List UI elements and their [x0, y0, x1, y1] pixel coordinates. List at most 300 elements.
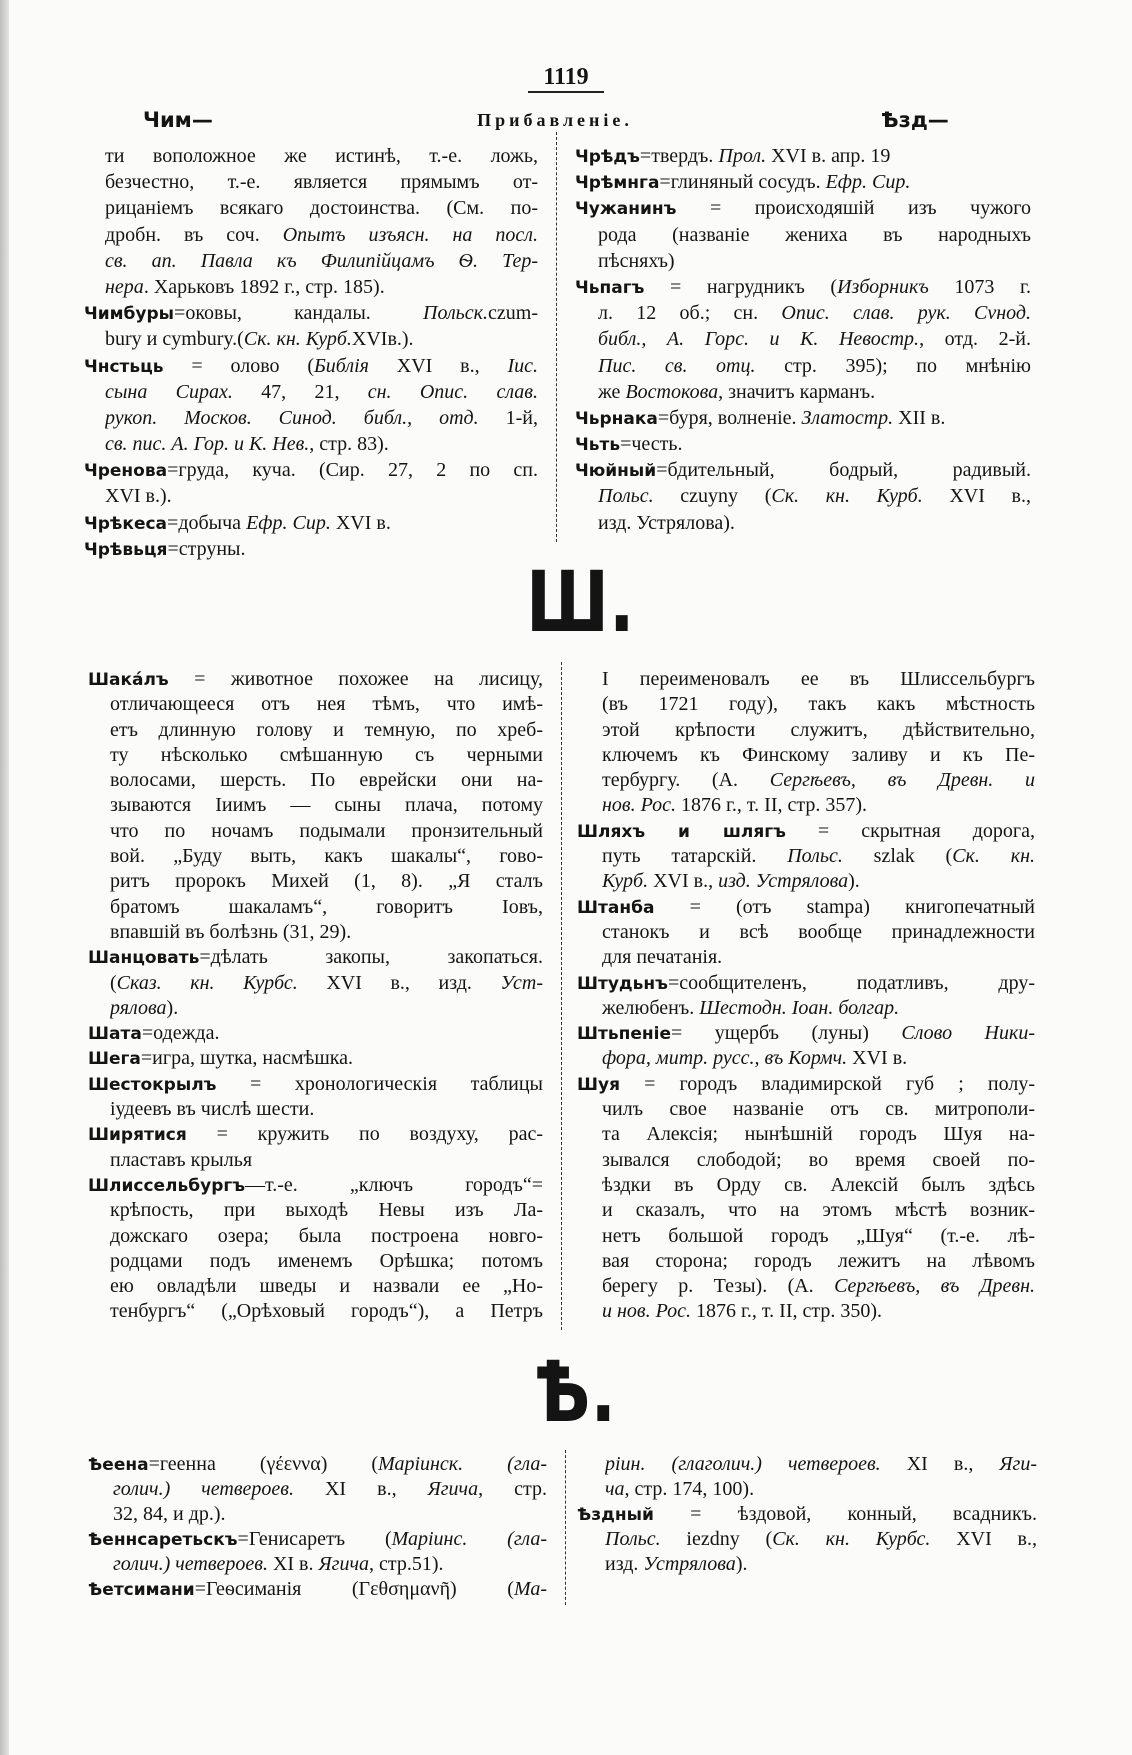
entry-line — [88, 1452, 547, 1477]
entry-line — [598, 222, 1031, 248]
italic-reference: Маріинск. (гла- — [378, 1453, 547, 1475]
definition-text: =честь. — [620, 433, 683, 456]
italic-reference: Ск. кн. Курб. — [243, 328, 352, 351]
headword: Шлиссельбургъ — [88, 1175, 246, 1196]
entry-line — [88, 1021, 543, 1046]
definition-text: впавшій въ болѣзнь (31, 29). — [110, 920, 352, 943]
definition-text: путь татарскій. — [602, 845, 788, 868]
headword: Ѣетсимани — [88, 1580, 195, 1600]
entry-line — [602, 1198, 1035, 1223]
definition-text: вой. „Буду выть, какъ шакалы“, гово- — [110, 845, 543, 868]
entry-line — [605, 1477, 1037, 1502]
entry-line — [602, 996, 1035, 1021]
running-head-left: Чим— — [143, 108, 213, 132]
running-head-right: Ѣзд— — [881, 108, 949, 132]
running-head-center: Прибавленіе. — [477, 110, 633, 130]
definition-text: крѣпость, при выходѣ Невы изъ Ла- — [110, 1199, 543, 1222]
entry-line — [110, 743, 543, 768]
headword: Шестокрылъ — [88, 1074, 217, 1095]
entry-line — [84, 510, 538, 536]
definition-text: етъ длинную голову и темную, по хреб- — [110, 718, 543, 741]
definition-text: ритъ пророкъ Михей (1, 8). „Я сталъ — [110, 870, 543, 893]
definition-text: = олово ( — [163, 354, 314, 377]
entry-line — [598, 353, 1031, 379]
entry-line — [105, 379, 538, 405]
definition-text: =глиняный сосудъ. — [659, 171, 826, 194]
definition-text: XI в. — [267, 1553, 319, 1575]
definition-text: = хронологическія таблицы — [216, 1072, 543, 1095]
italic-reference: Курб. — [602, 870, 649, 893]
headword: Ѣздный — [577, 1505, 654, 1525]
entry-line — [602, 869, 1035, 894]
entry-line — [105, 195, 538, 221]
italic-reference: Ефр. Сир. — [825, 171, 911, 194]
definition-text: XI в., — [880, 1453, 1000, 1475]
definition-text: этой крѣпости служитъ, дѣйствительно, — [602, 718, 1035, 741]
entry-line — [105, 405, 538, 431]
column-divider — [565, 1450, 566, 1605]
definition-text: зываются Іиимъ — сыны плача, потому — [110, 794, 543, 817]
italic-reference: Ягича — [427, 1478, 479, 1500]
column-right — [577, 667, 1035, 1325]
dictionary-entry — [577, 971, 1035, 1022]
definition-text: = городъ владимирской губ ; полу- — [620, 1072, 1035, 1095]
definition-text: =Геѳсиманія (Γεθσημανῆ) ( — [194, 1578, 514, 1600]
column-left — [88, 667, 543, 1325]
entry-line — [113, 1552, 547, 1577]
entry-line — [602, 768, 1035, 793]
entry-line — [105, 483, 538, 509]
entry-line — [110, 920, 543, 945]
headword: Чюйный — [575, 461, 657, 482]
definition-text: ти воположное же истинѣ, т.-е. ложь, — [105, 145, 538, 167]
definition-text: изд. Устрялова). — [598, 511, 735, 534]
entry-line — [88, 667, 543, 692]
entry-line — [110, 692, 543, 717]
definition-text: ею овладѣли шведы и назвали ее „Но- — [110, 1275, 543, 1298]
definition-text: берегу р. Тезы). (А. — [602, 1275, 835, 1298]
definition-text: XVI в., — [648, 870, 719, 893]
headword: Штьпеніе — [577, 1024, 671, 1045]
headword: Чрѣкеса — [84, 513, 168, 534]
dictionary-entry — [84, 143, 538, 300]
headword: Ѣеена — [88, 1455, 149, 1475]
dictionary-entry — [577, 1072, 1035, 1325]
italic-reference: Ягича — [318, 1553, 369, 1575]
dictionary-entry — [88, 1527, 547, 1577]
entry-line — [602, 1173, 1035, 1198]
dictionary-entry — [88, 945, 543, 1021]
entry-line — [577, 1072, 1035, 1097]
entry-line — [110, 1097, 543, 1122]
entry-line — [105, 169, 538, 195]
definition-text: 47, 21, — [232, 380, 368, 403]
entry-line — [88, 1072, 543, 1097]
entry-line — [105, 431, 538, 457]
definition-text: =геенна (γέεννα) ( — [148, 1453, 379, 1475]
entry-line — [602, 1148, 1035, 1173]
definition-text: XI в., — [293, 1478, 428, 1500]
dictionary-entry — [577, 1502, 1037, 1577]
entry-line — [602, 1224, 1035, 1249]
definition-text: = животное похожее на лисицу, — [168, 668, 543, 690]
entry-line — [598, 326, 1031, 352]
definition-text: =струны. — [167, 537, 246, 560]
italic-reference: Польс. — [598, 485, 654, 508]
entry-line — [577, 971, 1035, 996]
dictionary-entry — [575, 195, 1031, 274]
column-divider — [561, 662, 562, 1330]
entry-line — [88, 1046, 543, 1071]
entry-line — [110, 1224, 543, 1249]
definition-text: XVI в., изд. — [297, 971, 501, 994]
entry-line — [84, 536, 538, 562]
italic-reference: Прол. — [718, 145, 767, 167]
entry-line — [602, 1046, 1035, 1071]
italic-reference: св. пис. А. Гор. и К. Нев. — [105, 433, 310, 456]
entry-line — [110, 1274, 543, 1299]
headword: Штанба — [577, 897, 655, 918]
definition-text: =игра, шутка, насмѣшка. — [140, 1047, 354, 1070]
entry-line — [575, 457, 1031, 483]
headword: Чрѣвьця — [84, 539, 168, 560]
entry-line — [84, 300, 538, 326]
definition-text: = ущербъ (луны) — [670, 1022, 902, 1045]
entry-line — [602, 920, 1035, 945]
definition-text: = кружить по воздуху, рас- — [186, 1123, 543, 1146]
dictionary-entry — [575, 143, 1031, 169]
italic-reference: Ма- — [513, 1578, 547, 1600]
italic-reference: Пис. св. отц. — [598, 354, 756, 377]
definition-text: родцами подъ именемъ Орѣшка; потомъ — [110, 1249, 543, 1272]
entry-line — [605, 1452, 1037, 1477]
entry-line — [110, 844, 543, 869]
entry-line — [575, 405, 1031, 431]
definition-text: =твердъ. — [639, 145, 719, 167]
entry-line — [577, 1021, 1035, 1046]
headword: Чрѣдъ — [575, 147, 640, 167]
dictionary-entry — [84, 300, 538, 352]
headword: Шега — [88, 1049, 141, 1070]
italic-reference: Ефр. Сир. — [246, 511, 331, 534]
section-letter-yat: Ѣ. — [534, 1343, 616, 1441]
italic-reference: Польск. — [423, 302, 489, 325]
definition-text: =груда, куча. (Сир. 27, 2 по сп. — [167, 459, 538, 482]
definition-text: ). — [735, 1553, 748, 1575]
entry-line — [602, 743, 1035, 768]
entry-line — [598, 248, 1031, 274]
definition-text: = ѣздовой, конный, всадникъ. — [653, 1503, 1037, 1525]
definition-text: тенбургъ“ („Орѣховый городъ“), а Петръ — [110, 1300, 543, 1323]
definition-text: 32, 84, и др.). — [113, 1503, 226, 1525]
definition-text: , стр. 174, 100). — [624, 1478, 755, 1500]
headword: Ѣеннсаретьскъ — [88, 1530, 238, 1550]
entry-line — [575, 143, 1031, 169]
entry-line — [602, 1299, 1035, 1324]
italic-reference: св. ап. Павла къ Филипійцамъ Ѳ. Тер- — [105, 249, 538, 272]
definition-text: іудеевъ въ числѣ шести. — [110, 1098, 315, 1121]
entry-line — [84, 457, 538, 483]
definition-text: XVI в., — [922, 485, 1031, 508]
definition-text: =добыча — [167, 511, 247, 534]
entry-line — [602, 1097, 1035, 1122]
definition-text: вая сторона; городъ лежитъ на лѣвомъ — [602, 1249, 1035, 1272]
definition-text: ключемъ къ Финскому заливу и къ Пе- — [602, 743, 1035, 766]
definition-text: XVI в., — [930, 1528, 1037, 1550]
scan-edge — [0, 0, 9, 1755]
entry-line — [602, 667, 1035, 692]
entry-line — [110, 768, 543, 793]
dictionary-entry — [84, 353, 538, 458]
definition-text: 1876 г., т. II, стр. 357). — [675, 794, 868, 817]
page-number: 1119 — [528, 64, 604, 93]
definition-text: 1-й, — [478, 406, 538, 429]
dictionary-entry — [88, 1577, 547, 1602]
entry-line — [575, 195, 1031, 221]
headword: Шанцовать — [88, 948, 200, 969]
definition-text: , значитъ карманъ. — [718, 380, 876, 403]
definition-text: czum- — [488, 302, 538, 325]
italic-reference: Сергѣевъ, въ Древн. — [834, 1275, 1035, 1298]
italic-reference: Польс. — [605, 1528, 661, 1550]
definition-text: и сказалъ, что на этомъ мѣстѣ возник- — [602, 1199, 1035, 1222]
entry-line — [602, 1274, 1035, 1299]
italic-reference: Уст- — [500, 971, 543, 994]
italic-reference: Изборникъ — [837, 275, 929, 298]
column-left — [84, 143, 538, 562]
italic-reference: Яги- — [999, 1453, 1037, 1475]
headword: Чьпагъ — [575, 277, 645, 298]
entry-line — [602, 1122, 1035, 1147]
definition-text: —т.-е. „ключъ городъ“= — [245, 1173, 543, 1196]
entry-line — [110, 895, 543, 920]
entry-line — [602, 718, 1035, 743]
italic-reference: Востокова — [625, 380, 719, 403]
italic-reference: Златостр. — [801, 406, 894, 429]
definition-text: 1876 г., т. II, стр. 350). — [690, 1300, 883, 1323]
definition-text: безчестно, т.-е. является прямымъ от- — [105, 171, 538, 194]
definition-text: XVI в. — [330, 511, 391, 534]
definition-text: чилъ свое названіе отъ св. митрополи- — [602, 1098, 1035, 1121]
entry-line — [105, 326, 538, 352]
headword: Чужанинъ — [575, 199, 677, 220]
definition-text: , стр. 83). — [309, 433, 389, 456]
definition-text: ). — [848, 870, 860, 893]
definition-text: ( — [110, 971, 117, 994]
dictionary-entry — [575, 169, 1031, 195]
entry-line — [110, 1249, 543, 1274]
headword: Ширятися — [88, 1125, 187, 1146]
italic-reference: сына Сирах. — [105, 380, 233, 403]
entry-line — [113, 1477, 547, 1502]
definition-text: =оковы, кандалы. — [174, 302, 424, 325]
headword: Чнстьць — [84, 356, 164, 377]
headword: Шляхъ и шлягъ — [577, 821, 786, 842]
dictionary-entry — [88, 1021, 543, 1046]
entry-line — [598, 300, 1031, 326]
italic-reference: голич.) четвероев. — [113, 1478, 294, 1500]
italic-reference: и нов. Рос. — [602, 1300, 691, 1323]
definition-text: ѣздки въ Орду св. Алексій былъ здѣсь — [602, 1173, 1035, 1196]
italic-reference: рукоп. Москов. Синод. библ., отд. — [105, 406, 479, 429]
definition-text: XVI в. апр. 19 — [766, 145, 891, 167]
definition-text: ). — [166, 996, 179, 1019]
definition-text: ту нѣсколько смѣшанную съ черными — [110, 743, 543, 766]
column-left — [88, 1452, 547, 1602]
italic-reference: Сергѣевъ, въ Древн. и — [769, 769, 1035, 792]
headword: Штудьнъ — [577, 973, 668, 994]
definition-text: = (отъ stampa) книгопечатный — [654, 895, 1035, 918]
headword: Шакáлъ — [88, 670, 169, 690]
definition-text: =одежда. — [141, 1022, 220, 1045]
entry-line — [110, 819, 543, 844]
entry-line — [105, 248, 538, 274]
entry-line — [577, 1502, 1037, 1527]
dictionary-entry — [88, 1072, 543, 1123]
italic-reference: фора, митр. русс., въ Кормч. — [602, 1047, 848, 1070]
entry-line — [110, 1148, 543, 1173]
entry-line — [110, 718, 543, 743]
definition-text: изд. — [605, 1553, 644, 1575]
dictionary-entry — [88, 1173, 543, 1325]
column-divider — [556, 132, 557, 542]
italic-reference: Ск. кн. — [952, 845, 1035, 868]
definition-text: , стр.51). — [369, 1553, 444, 1575]
definition-text: станокъ и всѣ вообще принадлежности — [602, 920, 1035, 943]
definition-text: же — [598, 380, 626, 403]
section-letter-sha: Ш. — [526, 553, 635, 651]
definition-text: дробн. въ соч. — [105, 223, 283, 246]
entry-line — [110, 793, 543, 818]
entry-line — [84, 353, 538, 379]
entry-line — [602, 793, 1035, 818]
definition-text: братомъ шакаламъ“, говоритъ Іовъ, — [110, 895, 543, 918]
italic-reference: Устрялова — [643, 1553, 736, 1575]
italic-reference: Ск. кн. Курбс. — [772, 1528, 931, 1550]
definition-text: bury и cymbury.( — [105, 328, 244, 351]
definition-text: волосами, шерсть. По еврейски они на- — [110, 769, 543, 792]
dictionary-entry — [577, 667, 1035, 819]
italic-reference: сн. Опис. слав. — [367, 380, 538, 403]
entry-line — [598, 510, 1031, 536]
entry-line — [88, 1173, 543, 1198]
entry-line — [110, 1198, 543, 1223]
entry-line — [575, 274, 1031, 300]
italic-reference: голич.) четвероев. — [113, 1553, 268, 1575]
italic-reference: Маріинс. (гла- — [391, 1528, 547, 1550]
definition-text: 1073 г. — [928, 275, 1031, 298]
dictionary-entry — [575, 431, 1031, 457]
entry-line — [602, 1249, 1035, 1274]
definition-text: czuyny ( — [653, 485, 772, 508]
definition-text: XVI в. — [847, 1047, 908, 1070]
definition-text: зывался слободой; во время своей по- — [602, 1148, 1035, 1171]
italic-reference: изд. Устрялова — [718, 870, 849, 893]
dictionary-entry — [84, 536, 538, 562]
definition-text: =сообщителенъ, податливъ, дру- — [667, 971, 1035, 994]
entry-line — [105, 274, 538, 300]
column-right — [575, 143, 1031, 536]
definition-text: для печатанія. — [602, 946, 723, 969]
definition-text: нетъ большой городъ „Шуя“ (т.-е. лѣ- — [602, 1224, 1035, 1247]
definition-text: пѣсняхъ) — [598, 249, 675, 272]
italic-reference: нов. Рос. — [602, 794, 676, 817]
entry-line — [575, 169, 1031, 195]
definition-text: рицаніемъ всякаго достоинства. (См. по- — [105, 197, 538, 220]
italic-reference: ріин. (глаголич.) четвероев. — [605, 1453, 881, 1475]
headword: Шуя — [577, 1074, 620, 1095]
italic-reference: ча — [605, 1478, 625, 1500]
definition-text: (въ 1721 году), такъ какъ мѣстность — [602, 693, 1035, 716]
definition-text: , стр. — [478, 1478, 547, 1500]
entry-line — [605, 1527, 1037, 1552]
entry-line — [88, 945, 543, 970]
italic-reference: нера — [105, 275, 144, 298]
entry-line — [88, 1122, 543, 1147]
headword: Чьть — [575, 435, 621, 456]
column-right — [577, 1452, 1037, 1577]
definition-text: что по ночамъ подымали пронзительный — [110, 819, 543, 842]
dictionary-entry — [84, 457, 538, 509]
headword: Чимбуры — [84, 304, 175, 325]
dictionary-entry — [575, 457, 1031, 536]
definition-text: XII в. — [893, 406, 946, 429]
entry-line — [110, 971, 543, 996]
entry-line — [602, 945, 1035, 970]
definition-text: =дѣлать закопы, закопаться. — [199, 946, 543, 969]
headword: Чрѣмнга — [575, 173, 660, 194]
italic-reference: библ., А. Горс. и К. Невостр. — [598, 328, 920, 351]
dictionary-entry — [88, 1046, 543, 1071]
definition-text: szlak ( — [842, 845, 953, 868]
dictionary-entry — [88, 1452, 547, 1527]
entry-line — [598, 483, 1031, 509]
italic-reference: рялова — [110, 996, 167, 1019]
headword: Чренова — [84, 461, 168, 482]
entry-line — [88, 1577, 547, 1602]
definition-text: л. 12 об.; сн. — [598, 302, 782, 325]
entry-line — [110, 996, 543, 1021]
dictionary-entry — [84, 510, 538, 536]
definition-text: = скрытная дорога, — [785, 819, 1035, 842]
definition-text: . Харьковъ 1892 г., стр. 185). — [143, 275, 385, 298]
dictionary-entry — [577, 1021, 1035, 1072]
entry-line — [88, 1527, 547, 1552]
definition-text: =Генисаретъ ( — [237, 1528, 392, 1550]
definition-text: желюбенъ. — [602, 996, 700, 1019]
italic-reference: Библія — [314, 354, 369, 377]
definition-text: рода (названіе жениха въ народныхъ — [598, 223, 1031, 246]
entry-line — [110, 869, 543, 894]
dictionary-entry — [88, 1122, 543, 1173]
entry-line — [105, 143, 538, 169]
entry-line — [105, 222, 538, 248]
entry-line — [575, 431, 1031, 457]
italic-reference: Іис. — [507, 354, 538, 377]
definition-text: стр. 395); по мнѣнію — [755, 354, 1031, 377]
entry-line — [602, 844, 1035, 869]
italic-reference: Польс. — [787, 845, 843, 868]
definition-text: XVI в., — [368, 354, 508, 377]
definition-text: тербургу. (А. — [602, 769, 770, 792]
entry-line — [577, 819, 1035, 844]
dictionary-entry — [577, 1452, 1037, 1502]
italic-reference: Сказ. кн. Курбс. — [116, 971, 298, 994]
dictionary-entry — [575, 405, 1031, 431]
entry-line — [113, 1502, 547, 1527]
italic-reference: Опис. слав. рук. Сvнод. — [781, 302, 1031, 325]
dictionary-entry — [577, 819, 1035, 895]
